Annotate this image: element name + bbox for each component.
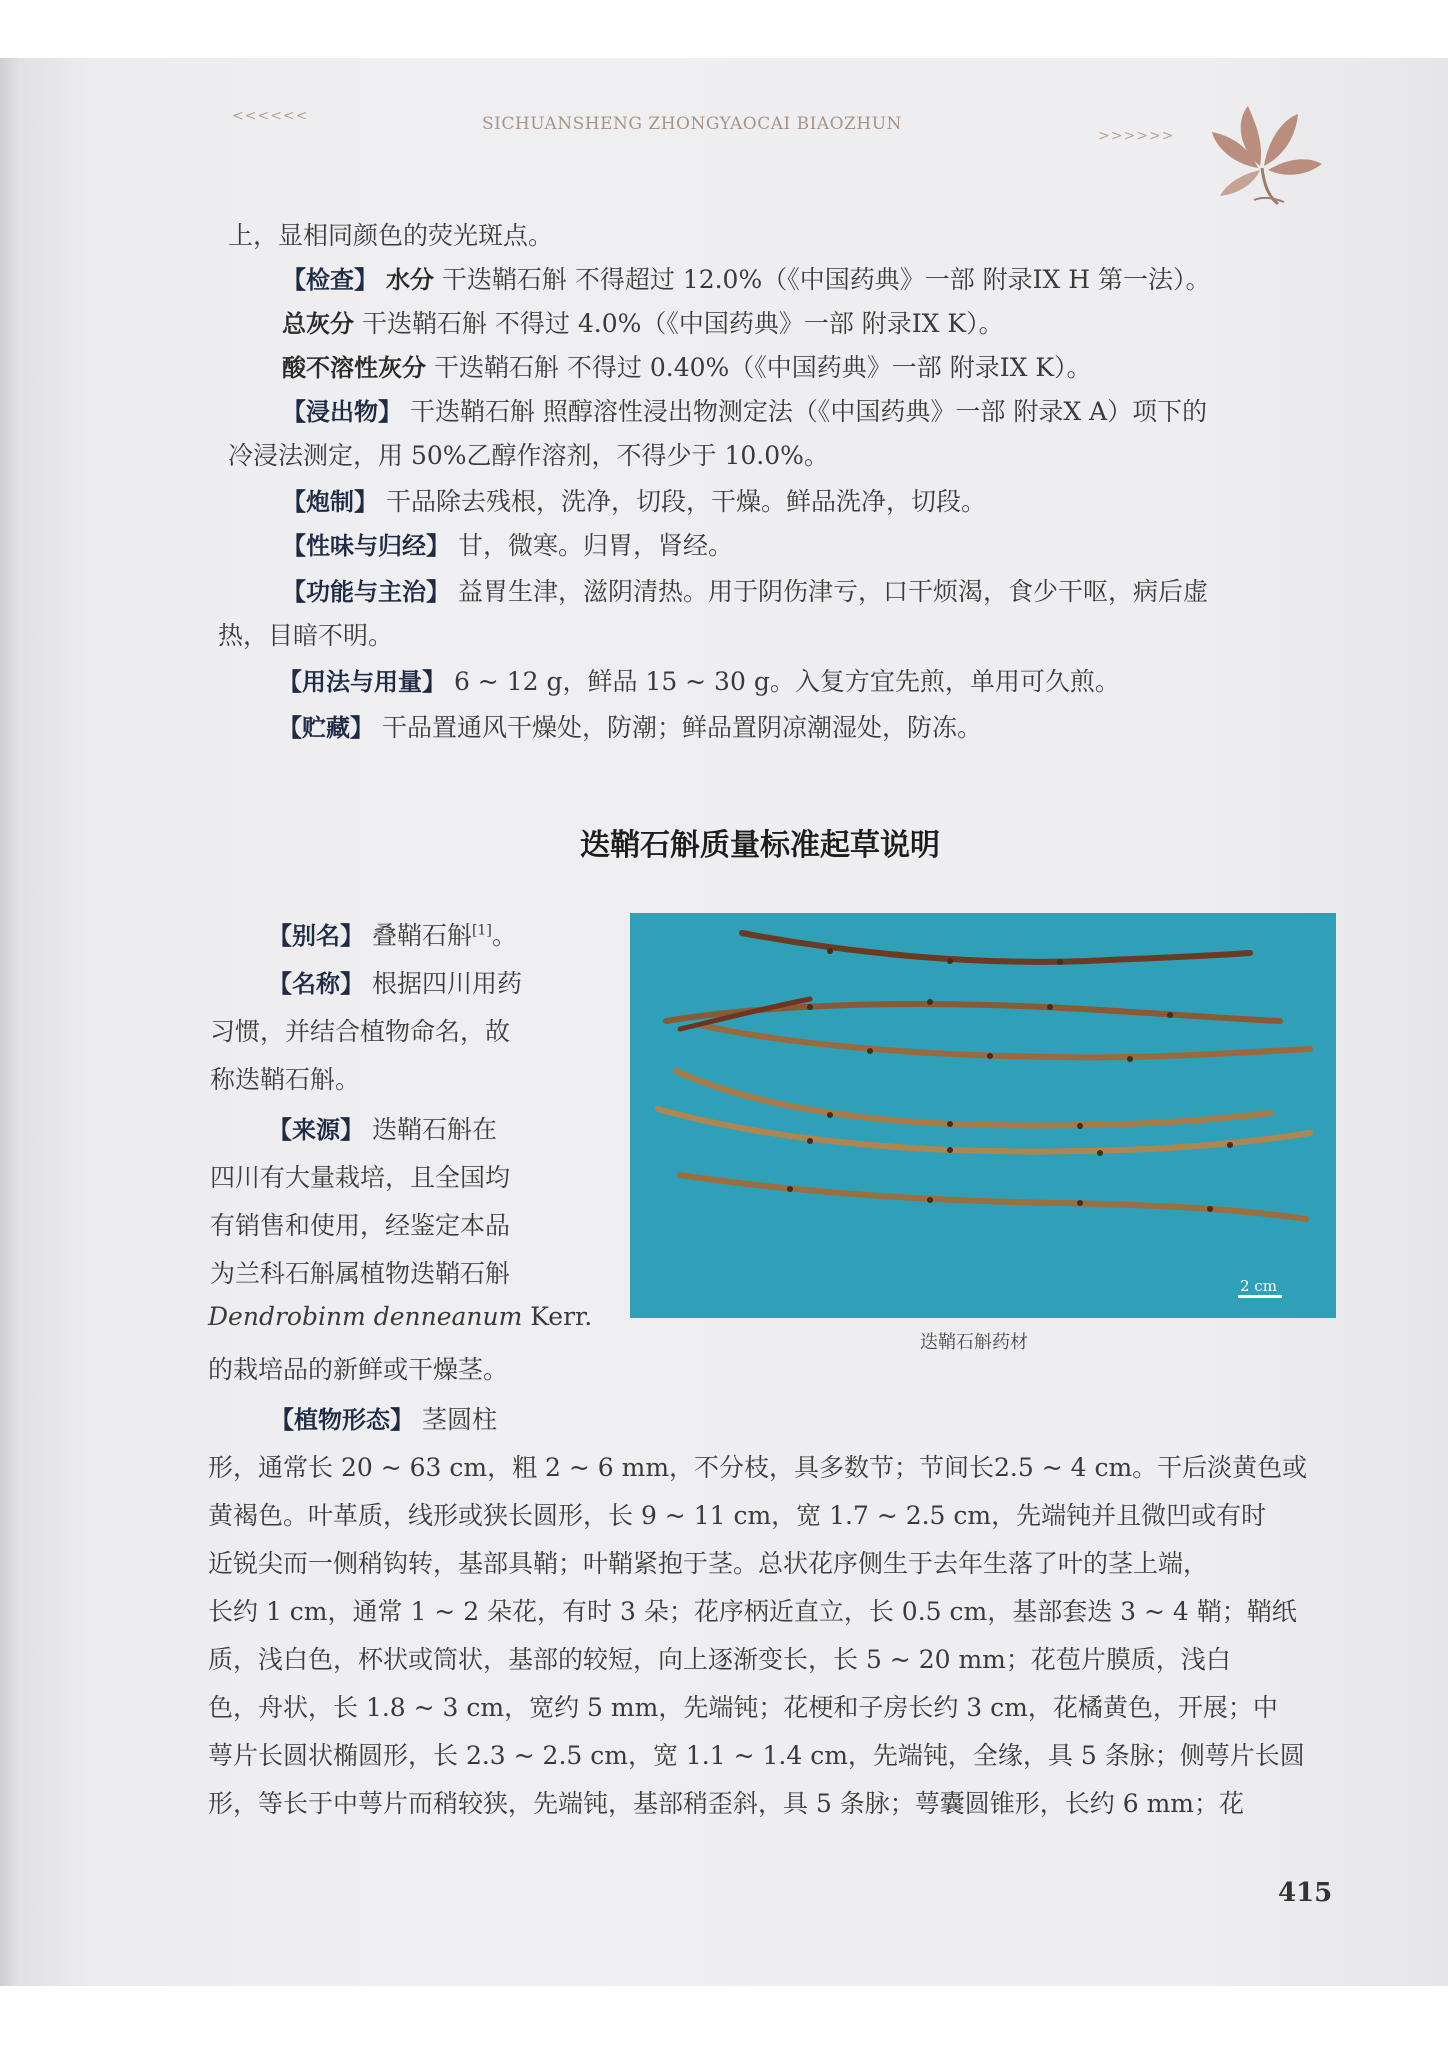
dendrobium-stems-image: [630, 913, 1336, 1318]
text-line-check-water: 【检查】 水分 干迭鞘石斛 不得超过 12.0%（《中国药典》一部 附录IX H 第一法）。: [282, 265, 1211, 294]
source-line-6: 的栽培品的新鲜或干燥茎。: [208, 1355, 509, 1384]
source-line-1: 【来源】 迭鞘石斛在: [268, 1115, 497, 1144]
body-line-1: 形，通常长 20 ~ 63 cm，粗 2 ~ 6 mm，不分枝，具多数节；节间长2.5 ~ 4 cm。干后淡黄色或: [208, 1453, 1308, 1482]
text-line-function-cont: 热，目暗不明。: [218, 621, 394, 650]
header-ornament-left: <<<<<<: [232, 108, 309, 124]
book-page: [0, 58, 1448, 1986]
running-header: SICHUANSHENG ZHONGYAOCAI BIAOZHUN: [482, 114, 902, 134]
page-binding-shadow: [0, 58, 22, 1986]
source-line-3: 有销售和使用，经鉴定本品: [210, 1211, 511, 1240]
name-line-2: 习惯，并结合植物命名，故: [210, 1017, 511, 1046]
text-line-dosage: 【用法与用量】 6 ~ 12 g，鲜品 15 ~ 30 g。入复方宜先煎，单用可久煎。: [278, 667, 1120, 696]
text-line-extract-cont: 冷浸法测定，用 50%乙醇作溶剂，不得少于 10.0%。: [228, 441, 829, 470]
body-line-5: 质，浅白色，杯状或筒状，基部的较短，向上逐渐变长，长 5 ~ 20 mm；花苞片膜质，浅白: [208, 1645, 1231, 1674]
text-line-acid-ash: 酸不溶性灰分 干迭鞘石斛 不得过 0.40%（《中国药典》一部 附录IX K）。: [282, 353, 1092, 382]
text-line-processing: 【炮制】 干品除去残根，洗净，切段，干燥。鲜品洗净，切段。: [282, 487, 986, 516]
scale-label: 2 cm: [1240, 1277, 1277, 1295]
latin-name-line: Dendrobinm denneanum Kerr.: [208, 1302, 593, 1331]
text-line-function: 【功能与主治】 益胃生津，滋阴清热。用于阴伤津亏，口干烦渴，食少干呕，病后虚: [282, 577, 1208, 606]
text-line-nature: 【性味与归经】 甘，微寒。归胃，肾经。: [282, 531, 733, 560]
body-line-6: 色，舟状，长 1.8 ~ 3 cm，宽约 5 mm，先端钝；花梗和子房长约 3 cm，花橘黄色，开展；中: [208, 1693, 1278, 1722]
page-number: 415: [1278, 1878, 1333, 1908]
body-line-4: 长约 1 cm，通常 1 ~ 2 朵花，有时 3 朵；花序柄近直立，长 0.5 cm，基部套迭 3 ~ 4 鞘；鞘纸: [208, 1597, 1297, 1626]
alias-line: 【别名】 叠鞘石斛[1]。: [268, 921, 517, 950]
text-line-1: 上，显相同颜色的荧光斑点。: [228, 221, 554, 250]
specimen-photo: [630, 913, 1336, 1318]
source-line-2: 四川有大量栽培，且全国均: [210, 1163, 511, 1192]
section-title: 迭鞘石斛质量标准起草说明: [580, 828, 940, 863]
source-line-4: 为兰科石斛属植物迭鞘石斛: [210, 1259, 511, 1288]
text-line-total-ash: 总灰分 干迭鞘石斛 不得过 4.0%（《中国药典》一部 附录IX K）。: [282, 309, 1004, 338]
body-line-2: 黄褐色。叶革质，线形或狭长圆形，长 9 ~ 11 cm，宽 1.7 ~ 2.5 cm，先端钝并且微凹或有时: [208, 1501, 1267, 1530]
morph-line-1: 【植物形态】 茎圆柱: [270, 1405, 497, 1434]
text-line-storage: 【贮藏】 干品置通风干燥处，防潮；鲜品置阴凉潮湿处，防冻。: [278, 713, 982, 742]
body-line-3: 近锐尖而一侧稍钩转，基部具鞘；叶鞘紧抱于茎。总状花序侧生于去年生落了叶的茎上端，: [208, 1549, 1209, 1578]
body-line-7: 萼片长圆状椭圆形，长 2.3 ~ 2.5 cm，宽 1.1 ~ 1.4 cm，先端钝，全缘，具 5 条脉；侧萼片长圆: [208, 1741, 1305, 1770]
name-line-1: 【名称】 根据四川用药: [268, 969, 522, 998]
body-line-8: 形，等长于中萼片而稍较狭，先端钝，基部稍歪斜，具 5 条脉；萼囊圆锥形，长约 6 mm；花: [208, 1789, 1245, 1818]
text-line-extract: 【浸出物】 干迭鞘石斛 照醇溶性浸出物测定法（《中国药典》一部 附录X A）项下的: [282, 397, 1208, 426]
figure-caption: 迭鞘石斛药材: [920, 1332, 1028, 1353]
header-ornament-right: >>>>>>: [1098, 128, 1175, 144]
name-line-3: 称迭鞘石斛。: [210, 1065, 361, 1094]
scale-bar: [1238, 1295, 1282, 1298]
leaf-logo-icon: [1198, 88, 1328, 208]
